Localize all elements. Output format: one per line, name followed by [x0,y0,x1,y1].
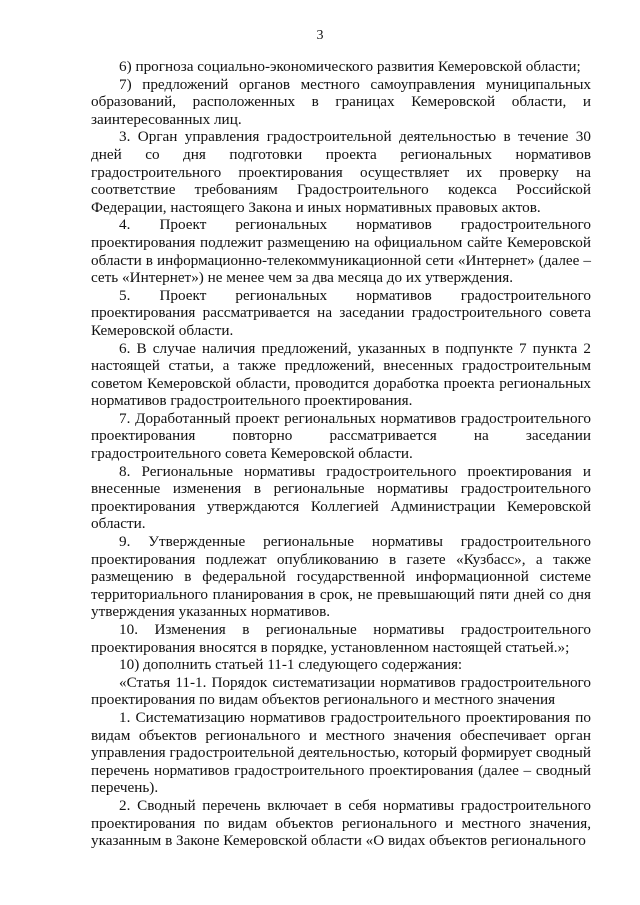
paragraph: 8. Региональные нормативы градостроительного проектирования и внесенные изменения в региональные нормативы градостроительного проектирования утверждаются Коллегией Администрации Кемеровской области. [91,462,591,533]
document-body [91,58,591,850]
paragraph: 2. Сводный перечень включает в себя нормативы градостроительного проектирования по видам объектов регионального и местного значения, указанным в Законе Кемеровской области «О видах объектов регионального [91,796,591,850]
paragraph: 10) дополнить статьей 11-1 следующего содержания: [119,656,463,674]
paragraph: «Статья 11-1. Порядок систематизации нормативов градостроительного проектирования по видам объектов регионального и местного значения [91,673,591,709]
paragraph: 9. Утвержденные региональные нормативы градостроительного проектирования подлежат опубликованию в газете «Кузбасс», а также размещению в федеральной государственной информационной системе территориального планирования в срок, не превышающий пяти дней со дня утверждения указанных нормативов. [91,533,591,621]
paragraph: 1. Систематизацию нормативов градостроительного проектирования по видам объектов регионального и местного значения обеспечивает орган управления градостроительной деятельностью, который формирует сводный перечень нормативов градостроительного проектирования (далее – сводный перечень). [91,708,591,797]
paragraph: 10. Изменения в региональные нормативы градостроительного проектирования вносятся в порядке, установленном настоящей статьей.»; [91,621,591,656]
paragraph: 7) предложений органов местного самоуправления муниципальных образований, расположенных в границах Кемеровской области, и заинтересованных лиц. [91,75,591,128]
paragraph: 5. Проект региональных нормативов градостроительного проектирования рассматривается на заседании градостроительного совета Кемеровской области. [91,286,591,339]
paragraph: 4. Проект региональных нормативов градостроительного проектирования подлежит размещению на официальном сайте Кемеровской области в информационно-телекоммуникационной сети «Интернет» (далее – сеть «Интернет») не менее чем за два месяца до их утверждения. [91,216,591,287]
paragraph: 7. Доработанный проект региональных нормативов градостроительного проектирования повторно рассматривается на заседании градостроительного совета Кемеровской области. [91,409,591,463]
page-number: 3 [316,28,324,43]
paragraph: 3. Орган управления градостроительной деятельностью в течение 30 дней со дня подготовки проекта региональных нормативов градостроительного проектирования осуществляет их проверку на соответствие требованиям Градостроительного кодекса Российской Федерации, настоящего Закона и иных нормативных правовых актов. [91,128,591,216]
paragraph: 6) прогноза социально-экономического развития Кемеровской области; [119,58,581,75]
paragraph: 6. В случае наличия предложений, указанных в подпункте 7 пункта 2 настоящей статьи, а также предложений, внесенных градостроительным советом Кемеровской области, проводится доработка проекта региональных нормативов градостроительного проектирования. [91,339,591,410]
